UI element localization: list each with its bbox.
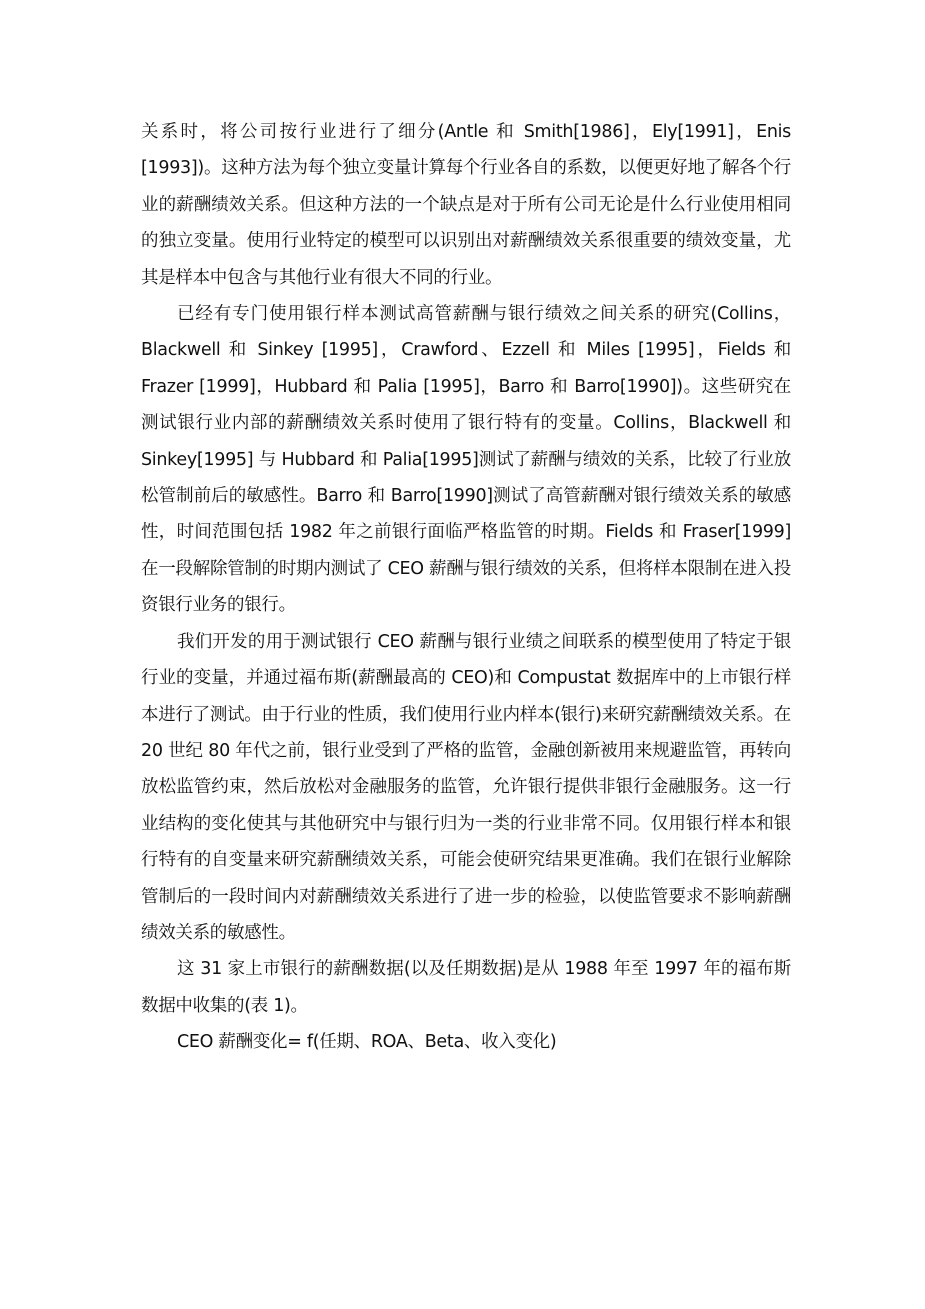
paragraph-data-source: 这 31 家上市银行的薪酬数据(以及任期数据)是从 1988 年至 1997 年的福布斯数据中收集的(表 1)。 [141, 959, 791, 1016]
document-body [141, 114, 791, 1061]
paragraph-industry-segmentation: 关系时，将公司按行业进行了细分(Antle 和 Smith[1986]，Ely[1991]，Enis [1993])。这种方法为每个独立变量计算每个行业各自的系数，以便更好地了解各个行业的薪酬绩效关系。但这种方法的一个缺点是对于所有公司无论是什么行业使用相同的独立变量。使用行业特定的模型可以识别出对薪酬绩效关系很重要的绩效变量，尤其是样本中包含与其他行业有很大不同的行业。 [141, 122, 791, 288]
paragraph-bank-sample-studies: 已经有专门使用银行样本测试高管薪酬与银行绩效之间关系的研究(Collins，Blackwell 和 Sinkey [1995]，Crawford、Ezzell 和 Miles [1995]，Fields 和 Frazer [1999]，Hubbard 和 Palia [1995]，Barro 和 Barro[1990])。这些研究在测试银行业内部的薪酬绩效关系时使用了银行特有的变量。Collins，Blackwell 和 Sinkey[1995] 与 Hubbard 和 Palia[1995]测试了薪酬与绩效的关系，比较了行业放松管制前后的敏感性。Barro 和 Barro[1990]测试了高管薪酬对银行绩效关系的敏感性，时间范围包括 1982 年之前银行面临严格监管的时期。Fields 和 Fraser[1999]在一段解除管制的时期内测试了 CEO 薪酬与银行绩效的关系，但将样本限制在进入投资银行业务的银行。 [141, 304, 791, 616]
formula-line: CEO 薪酬变化= f(任期、ROA、Beta、收入变化) [177, 1032, 557, 1053]
paragraph-model-development: 我们开发的用于测试银行 CEO 薪酬与银行业绩之间联系的模型使用了特定于银行业的变量，并通过福布斯(薪酬最高的 CEO)和 Compustat 数据库中的上市银行样本进行了测试。由于行业的性质，我们使用行业内样本(银行)来研究薪酬绩效关系。在 20 世纪 80 年代之前，银行业受到了严格的监管，金融创新被用来规避监管，再转向放松监管约束，然后放松对金融服务的监管，允许银行提供非银行金融服务。这一行业结构的变化使其与其他研究中与银行归为一类的行业非常不同。仅用银行样本和银行特有的自变量来研究薪酬绩效关系，可能会使研究结果更准确。我们在银行业解除管制后的一段时间内对薪酬绩效关系进行了进一步的检验，以使监管要求不影响薪酬绩效关系的敏感性。 [141, 631, 791, 943]
